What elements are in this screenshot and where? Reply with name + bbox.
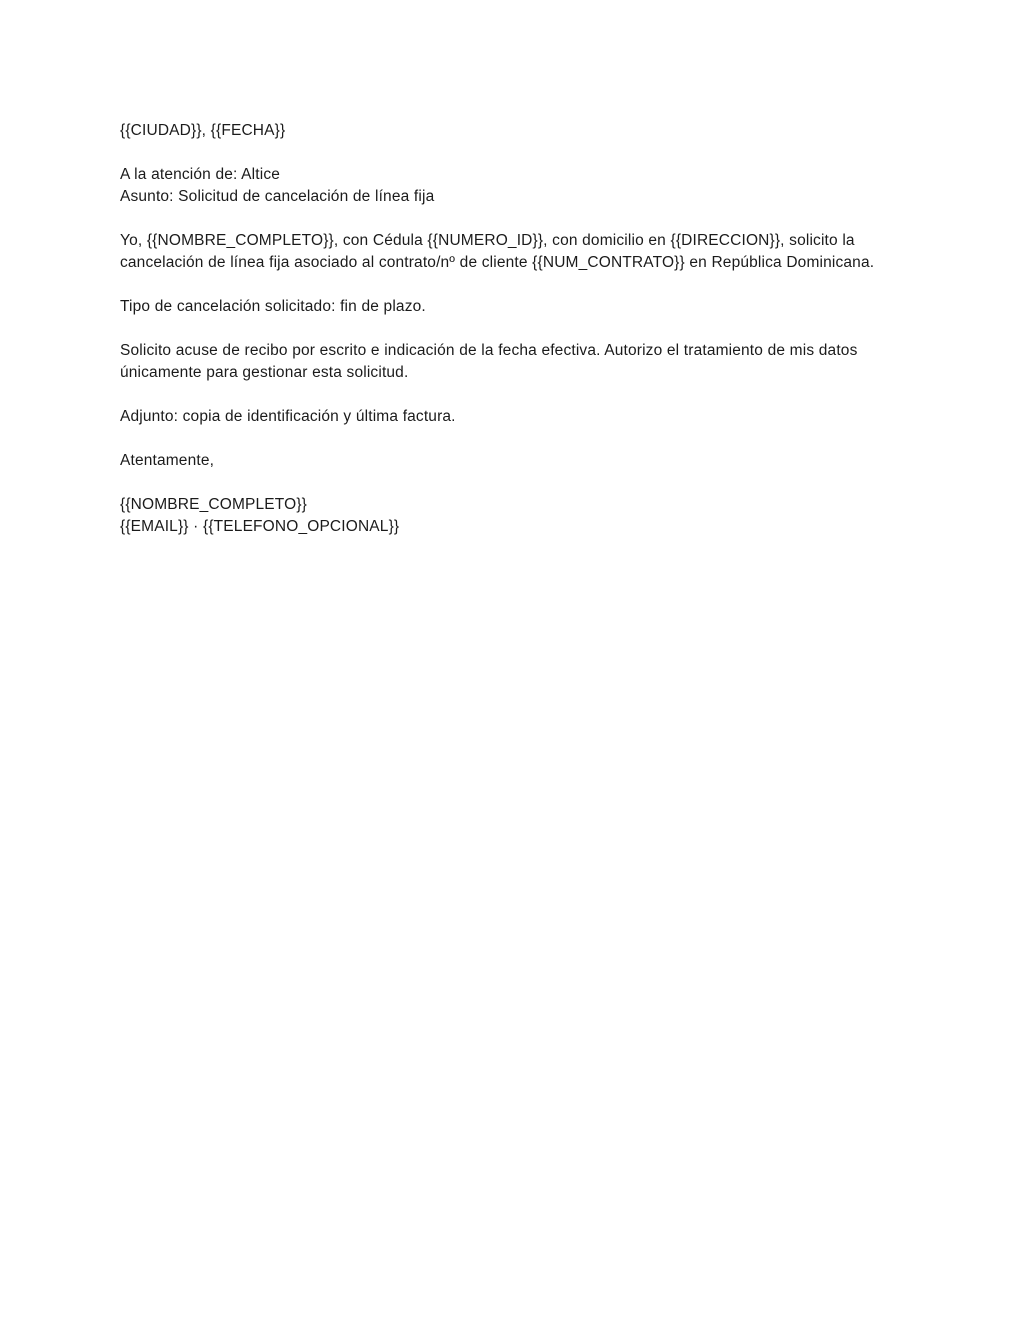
signature-name-line: {{NOMBRE_COMPLETO}} — [120, 496, 308, 513]
main-request-paragraph: Yo, {{NOMBRE_COMPLETO}}, con Cédula {{NUMERO_ID}}, con domicilio en {{DIRECCION}}, solicito la cancelación de línea fija asociado al contrato/nº de cliente {{NUM_CONTRATO}} en República Dominicana. — [120, 232, 875, 271]
cancellation-type-paragraph: Tipo de cancelación solicitado: fin de plazo. — [120, 298, 426, 315]
document-body — [120, 120, 902, 538]
recipient-line: A la atención de: Altice — [120, 166, 280, 183]
closing-line: Atentamente, — [120, 452, 215, 469]
recipient-and-subject-block — [120, 164, 902, 208]
attachments-paragraph: Adjunto: copia de identificación y última factura. — [120, 408, 456, 425]
acknowledgement-paragraph: Solicito acuse de recibo por escrito e indicación de la fecha efectiva. Autorizo el tratamiento de mis datos únicamente para gestionar esta solicitud. — [120, 342, 858, 381]
subject-line: Asunto: Solicitud de cancelación de línea fija — [120, 188, 435, 205]
place-and-date-line: {{CIUDAD}}, {{FECHA}} — [120, 122, 286, 139]
signature-block — [120, 494, 902, 538]
signature-contact-line: {{EMAIL}} · {{TELEFONO_OPCIONAL}} — [120, 518, 400, 535]
